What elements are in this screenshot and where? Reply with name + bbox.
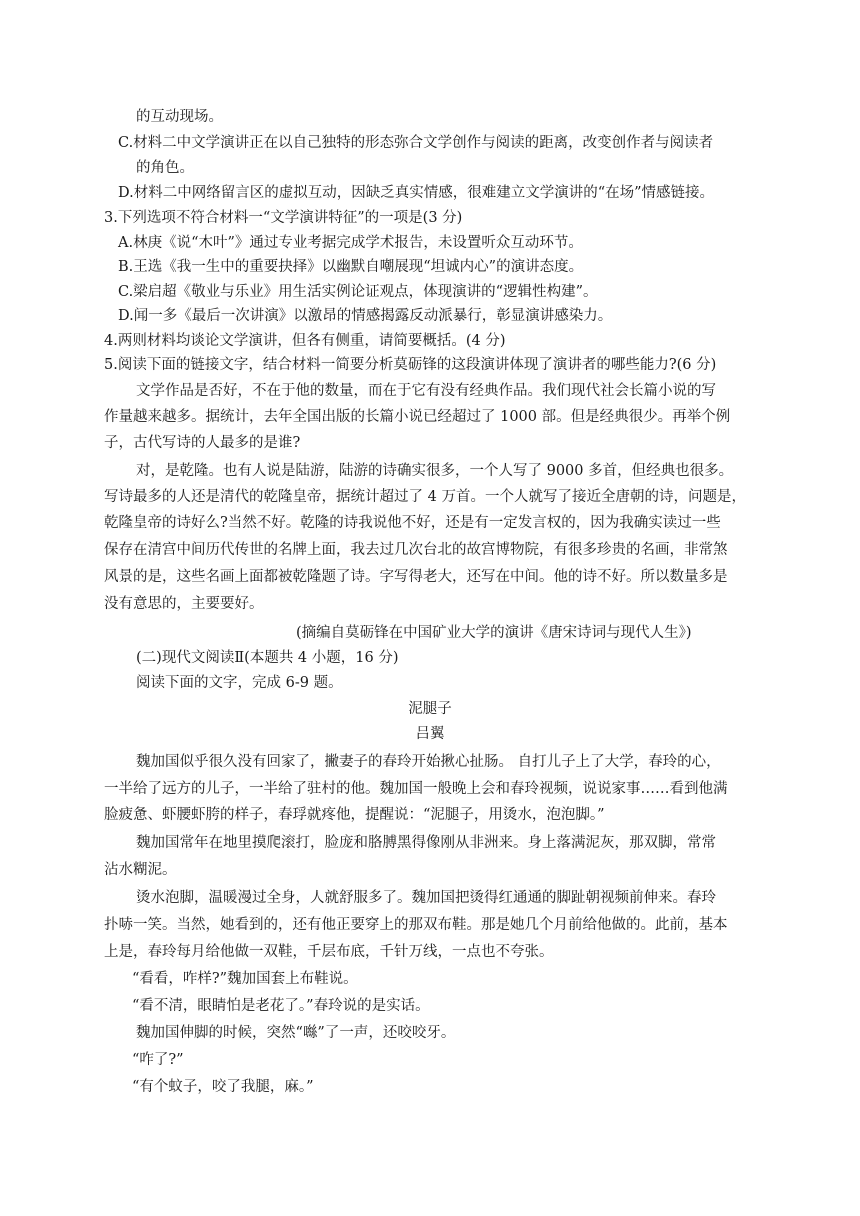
- question-3-option-c: C.梁启超《敬业与乐业》用生活实例论证观点，体现演讲的“逻辑性构建”。: [118, 284, 598, 300]
- excerpt-para2-line: 写诗最多的人还是清代的乾隆皇帝，据统计超过了 4 万首。一个人就写了接近全唐朝的诗，问题是，: [104, 489, 746, 505]
- excerpt-para2-line: 没有意思的，主要要好。: [104, 596, 264, 612]
- story-dialogue: “看看，咋样?”魏加国套上布鞋说。: [132, 971, 358, 987]
- story-p3-line: 上是，春玲每月给他做一双鞋，千层布底，千针万线，一点也不夸张。: [104, 944, 554, 960]
- story-title: 泥腿子: [408, 701, 452, 717]
- story-dialogue: “咋了?”: [132, 1052, 184, 1068]
- story-p3-line: 扑哧一笑。当然，她看到的，还有他正要穿上的那双布鞋。那是她几个月前给他做的。此前，基本: [104, 917, 728, 933]
- question-3-option-a: A.林庚《说“木叶”》通过专业考据完成学术报告，未设置听众互动环节。: [118, 235, 583, 251]
- excerpt-source: (摘编自莫砺锋在中国矿业大学的演讲《唐宋诗词与现代人生》): [296, 625, 692, 641]
- question-3-stem: 3.下列选项不符合材料一“文学演讲特征”的一项是(3 分): [104, 210, 463, 226]
- question-4: 4.两则材料均谈论文学演讲，但各有侧重，请简要概括。(4 分): [104, 333, 506, 349]
- option-c-line-2: 的角色。: [136, 160, 194, 176]
- story-dialogue: 魏加国伸脚的时候，突然“噝”了一声，还咬咬牙。: [136, 1025, 456, 1041]
- excerpt-para1-line: 文学作品是否好，不在于他的数量，而在于它有没有经典作品。我们现代社会长篇小说的写: [136, 383, 716, 399]
- question-3-option-b: B.王选《我一生中的重要抉择》以幽默自嘲展现“坦诚内心”的演讲态度。: [118, 259, 584, 275]
- option-b-tail: 的互动现场。: [136, 109, 223, 125]
- story-p2-line: 魏加国常年在地里摸爬滚打，脸庞和胳膊黑得像刚从非洲来。身上落满泥灰，那双脚，常常: [136, 835, 716, 851]
- excerpt-para2-line: 风景的是，这些名画上面都被乾隆题了诗。字写得老大，还写在中间。他的诗不好。所以数量多是: [104, 569, 728, 585]
- story-author: 吕翼: [415, 726, 445, 742]
- story-p1-line: 脸疲惫、虾腰虾胯的样子，春琈就疼他，提醒说：“泥腿子，用烫水，泡泡脚。”: [104, 807, 605, 823]
- option-d: D.材料二中网络留言区的虚拟互动，因缺乏真实情感，很难建立文学演讲的“在场”情感链接。: [118, 185, 715, 201]
- section-2-instruction: 阅读下面的文字，完成 6-9 题。: [136, 675, 343, 691]
- excerpt-para2-line: 对，是乾隆。也有人说是陆游，陆游的诗确实很多，一个人写了 9000 多首，但经典也很多。: [136, 463, 734, 479]
- story-dialogue: “有个蚊子，咬了我腿，麻。”: [132, 1079, 314, 1095]
- question-3-option-d: D.闻一多《最后一次讲演》以激昂的情感揭露反动派暴行，彰显演讲感染力。: [118, 308, 613, 324]
- question-5-stem: 5.阅读下面的链接文字，结合材料一简要分析莫砺锋的这段演讲体现了演讲者的哪些能力?(6 分): [104, 357, 717, 373]
- story-p1-line: 魏加国似乎很久没有回家了，撇妻子的春玲开始揪心扯肠。 自打儿子上了大学，春玲的心，: [136, 754, 721, 770]
- excerpt-para2-line: 保存在清宫中间历代传世的名牌上面，我去过几次台北的故宫博物院，有很多珍贵的名画，非常煞: [104, 542, 728, 558]
- story-p2-line: 沾水糊泥。: [104, 862, 177, 878]
- section-2-heading: (二)现代文阅读Ⅱ(本题共 4 小题，16 分): [136, 650, 399, 666]
- excerpt-para2-line: 乾隆皇帝的诗好么?当然不好。乾隆的诗我说他不好，还是有一定发言权的，因为我确实读过一些: [104, 515, 721, 531]
- story-dialogue: “看不清，眼睛怕是老花了。”春玲说的是实话。: [132, 998, 430, 1014]
- option-c-line-1: C.材料二中文学演讲正在以自己独特的形态弥合文学创作与阅读的距离，改变创作者与阅读者: [118, 135, 714, 151]
- excerpt-para1-line: 子，古代写诗的人最多的是谁?: [104, 435, 301, 451]
- story-p3-line: 烫水泡脚，温暖漫过全身，人就舒服多了。魏加国把烫得红通通的脚趾朝视频前伸来。春玲: [136, 890, 716, 906]
- story-p1-line: 一半给了远方的儿子，一半给了驻村的他。魏加国一般晚上会和春玲视频，说说家事……看到他满: [104, 781, 728, 797]
- excerpt-para1-line: 作量越来越多。据统计，去年全国出版的长篇小说已经超过了 1000 部。但是经典很少。再举个例: [104, 409, 731, 425]
